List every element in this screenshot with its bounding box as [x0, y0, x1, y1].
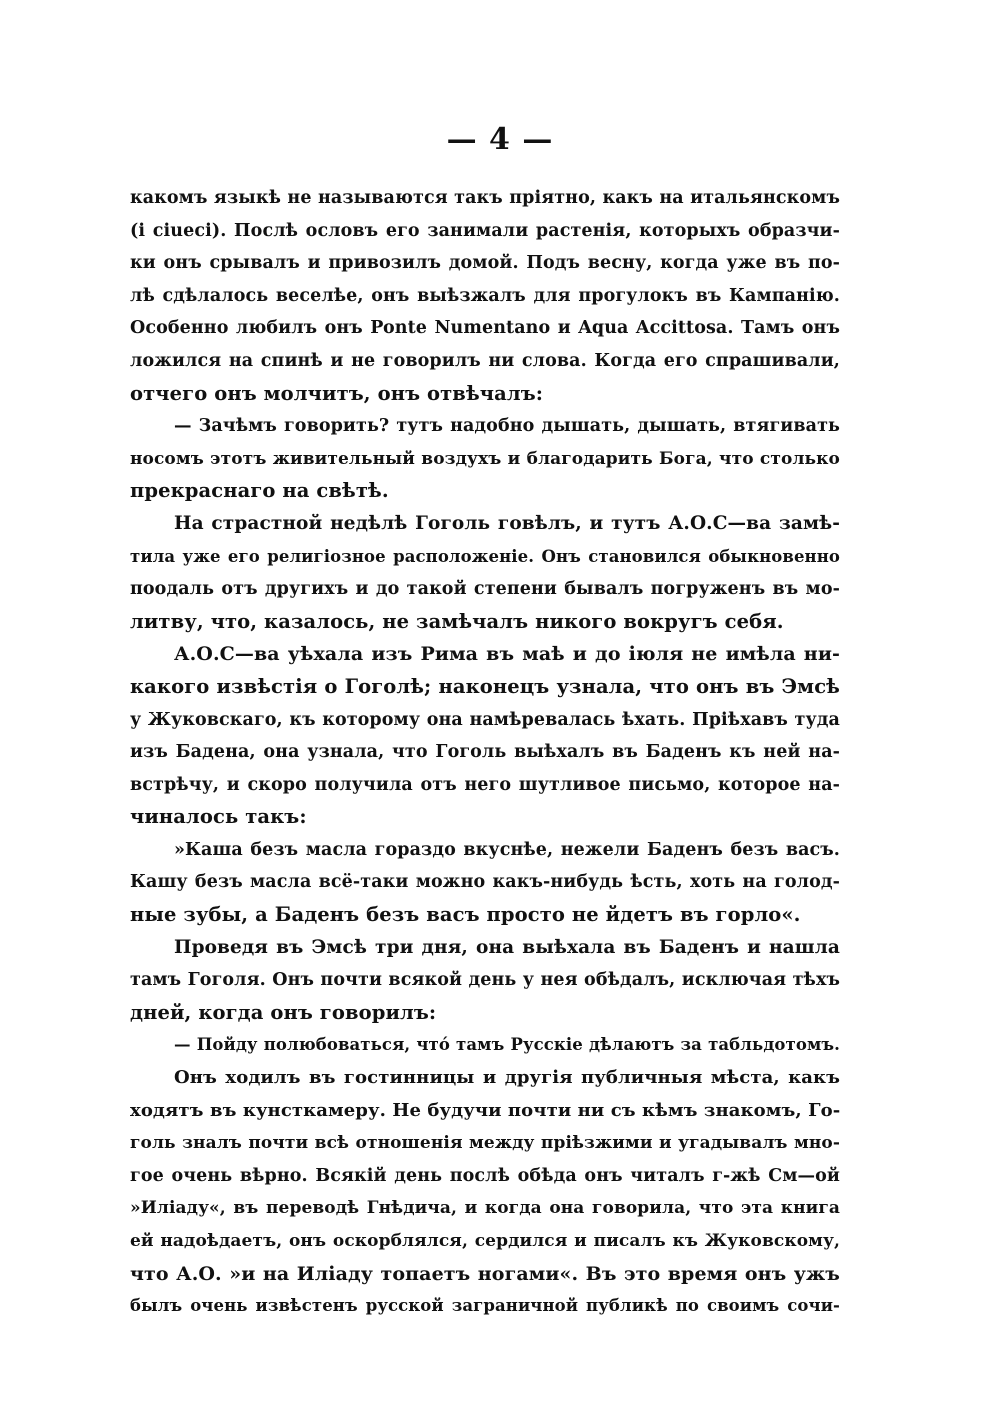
text-line: Кашу безъ масла всё-таки можно какъ-нибудь ѣсть, хоть на голод-: [130, 872, 840, 893]
text-line: »Каша безъ масла гораздо вкуснѣе, нежели Баденъ безъ васъ.: [174, 839, 840, 860]
text-line: (i ciueci). Послѣ ословъ его занимали растенія, которыхъ образчи-: [130, 220, 840, 241]
text-line: чиналось такъ:: [130, 805, 307, 829]
text-line: ей надоѣдаетъ, онъ оскорблялся, сердился и писалъ къ Жуковскому,: [130, 1231, 840, 1251]
text-line: Особенно любилъ онъ Ponte Numentano и Aqua Accittosa. Тамъ онъ: [130, 318, 840, 339]
text-line: Онъ ходилъ въ гостинницы и другія публичныя мѣста, какъ: [174, 1067, 840, 1089]
text-line: тила уже его религіозное расположеніе. Онъ становился обыкновенно: [130, 546, 840, 566]
text-line: что А.О. »и на Иліаду топаетъ ногами«. Въ это время онъ ужъ: [130, 1262, 840, 1285]
text-line: »Иліаду«, въ переводѣ Гнѣдича, и когда она говорила, что эта книга: [130, 1198, 840, 1219]
text-line: Проведя въ Эмсѣ три дня, она выѣхала въ Баденъ и нашла: [174, 936, 840, 958]
text-line: у Жуковскаго, къ которому она намѣревалась ѣхать. Пріѣхавъ туда: [130, 709, 840, 730]
body-text: [130, 182, 840, 1323]
text-line: лѣ сдѣлалось веселѣе, онъ выѣзжалъ для прогулокъ въ Кампанію.: [130, 285, 840, 306]
text-line: былъ очень извѣстенъ русской заграничной публикѣ по своимъ сочи-: [130, 1296, 840, 1316]
text-line: тамъ Гоголя. Онъ почти всякой день у нея обѣдалъ, исключая тѣхъ: [130, 970, 840, 991]
text-line: носомъ этотъ живительный воздухъ и благодарить Бога, что столько: [130, 448, 840, 469]
text-line: голь зналъ почти всѣ отношенія между пріѣзжими и угадывалъ мно-: [130, 1133, 840, 1154]
text-line: — Пойду полюбоваться, что́ тамъ Русскіе дѣлаютъ за табльдотомъ.: [174, 1035, 840, 1055]
text-line: изъ Бадена, она узнала, что Гоголь выѣхалъ въ Баденъ къ ней на-: [130, 742, 840, 763]
text-line: ложился на спинѣ и не говорилъ ни слова. Когда его спрашивали,: [130, 350, 840, 371]
text-line: литву, что, казалось, не замѣчалъ никого вокругъ себя.: [130, 609, 784, 633]
text-line: ные зубы, а Баденъ безъ васъ просто не йдетъ въ горло«.: [130, 903, 801, 927]
text-line: гое очень вѣрно. Всякій день послѣ обѣда онъ читалъ г-жѣ См—ой: [130, 1165, 840, 1186]
text-line: — Зачѣмъ говорить? тутъ надобно дышать, дышать, втягивать: [174, 416, 840, 437]
text-line: встрѣчу, и скоро получила отъ него шутливое письмо, которое на-: [130, 774, 840, 795]
text-line: отчего онъ молчитъ, онъ отвѣчалъ:: [130, 381, 544, 405]
page-number: — 4 —: [446, 122, 554, 157]
text-line: ходятъ въ кунсткамеру. Не будучи почти ни съ кѣмъ знакомъ, Го-: [130, 1099, 840, 1121]
text-line: А.О.С—ва уѣхала изъ Рима въ маѣ и до іюля не имѣла ни-: [174, 643, 840, 666]
text-line: ки онъ срывалъ и привозилъ домой. Подъ весну, когда уже въ по-: [130, 253, 840, 274]
text-line: какомъ языкѣ не называются такъ пріятно, какъ на итальянскомъ: [130, 188, 840, 208]
text-line: какого извѣстія о Гоголѣ; наконецъ узнала, что онъ въ Эмсѣ: [130, 674, 840, 698]
text-line: На страстной недѣлѣ Гоголь говѣлъ, и тутъ А.О.С—ва замѣ-: [174, 512, 840, 534]
text-line: дней, когда онъ говорилъ:: [130, 1000, 437, 1024]
text-line: поодаль отъ другихъ и до такой степени бывалъ погруженъ въ мо-: [130, 579, 840, 600]
text-line: прекраснаго на свѣтѣ.: [130, 479, 389, 503]
